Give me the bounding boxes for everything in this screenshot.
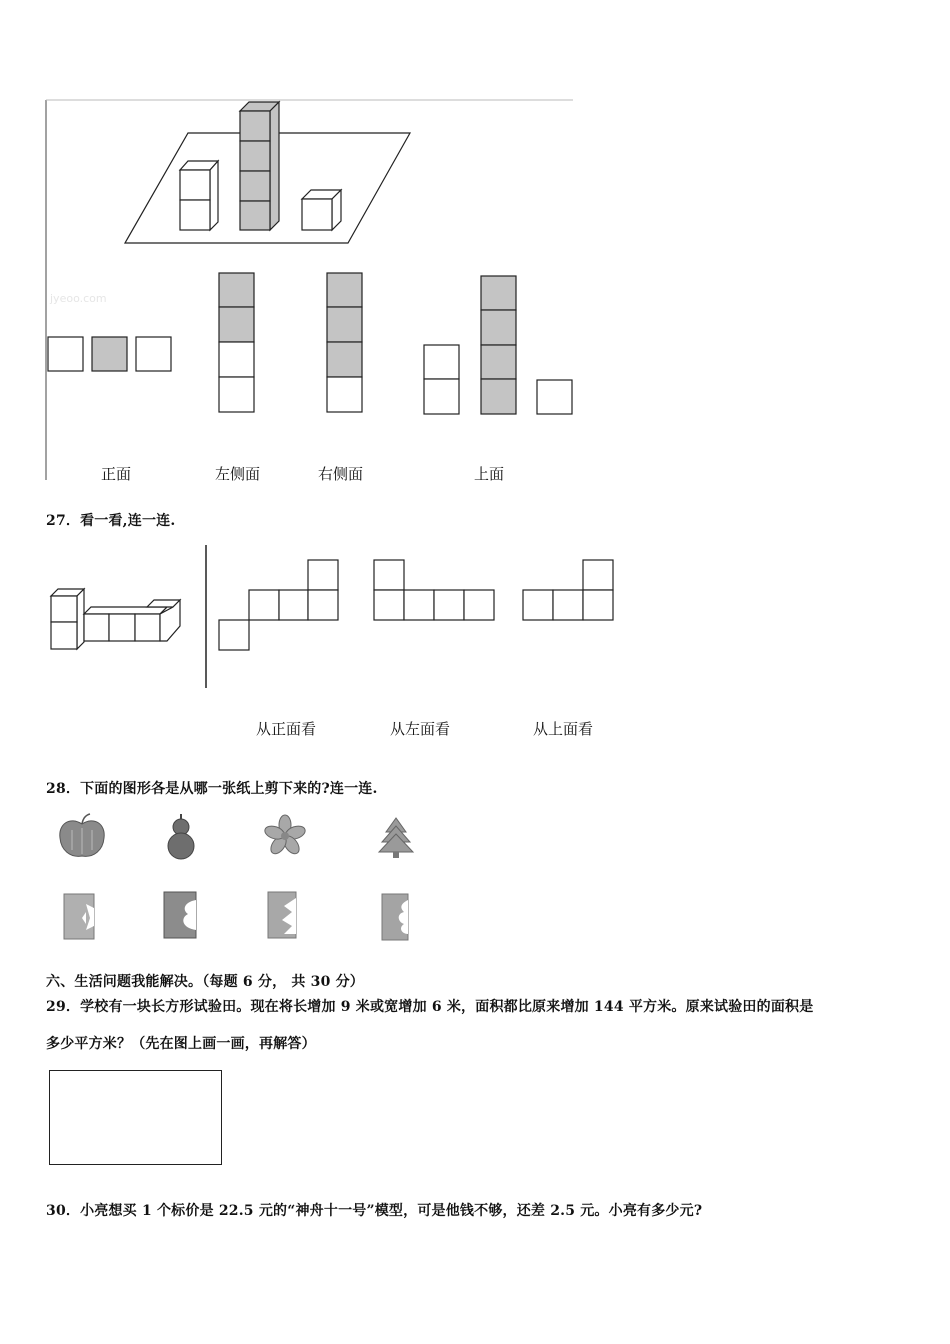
view-right-side (327, 273, 362, 412)
paper-4 (382, 894, 408, 940)
view-front (48, 337, 171, 371)
paper-1 (64, 894, 94, 939)
label-left-side: 左侧面 (215, 465, 261, 483)
q27-figure-svg (0, 530, 650, 710)
q29-answer-rectangle[interactable] (49, 1070, 222, 1165)
q26-figure-svg (0, 0, 600, 500)
paper-3 (268, 892, 296, 938)
q27-label-left: 从左面看 (390, 720, 451, 738)
label-right-side: 右侧面 (318, 465, 364, 483)
q28-figure (0, 800, 450, 950)
q27-figure (0, 530, 650, 710)
cube-stack-middle (240, 102, 279, 230)
cube-stack-left (180, 161, 218, 230)
section6-heading: 六、生活问题我能解决。（每题 6 分， 共 30 分） (46, 974, 364, 990)
label-top: 上面 (474, 465, 505, 483)
q30-question: 30．小亮想买 1 个标价是 22.5 元的“神舟十一号”模型，可是他钱不够，还差 2.5 元。小亮有多少元? (46, 1203, 703, 1219)
q27-view-option-3 (523, 560, 613, 620)
q29-line1: 29．学校有一块长方形试验田。现在将长增加 9 米或宽增加 6 米，面积都比原来增加 144 平方米。原来试验田的面积是 (46, 999, 814, 1015)
tree-icon (379, 818, 413, 858)
q27-view-option-2 (374, 560, 494, 620)
q26-figure (0, 0, 600, 500)
watermark: jyeoo.com (50, 292, 107, 305)
view-left-side (219, 273, 254, 412)
flower-icon (263, 815, 307, 857)
q27-solid (51, 589, 180, 649)
q27-label-top: 从上面看 (533, 720, 594, 738)
q28-figure-svg (0, 800, 450, 950)
q29-line2: 多少平方米？（先在图上画一画，再解答） (46, 1036, 316, 1052)
apple-icon (60, 814, 104, 856)
q27-label-front: 从正面看 (256, 720, 317, 738)
q27-view-option-1 (219, 560, 338, 650)
paper-2 (164, 892, 196, 938)
q28-title: 28．下面的图形各是从哪一张纸上剪下来的?连一连. (46, 781, 378, 797)
gourd-icon (168, 814, 194, 859)
cube-single-right (302, 190, 341, 230)
q27-title: 27．看一看,连一连. (46, 513, 176, 529)
label-front: 正面 (101, 465, 132, 483)
view-top (424, 276, 572, 414)
